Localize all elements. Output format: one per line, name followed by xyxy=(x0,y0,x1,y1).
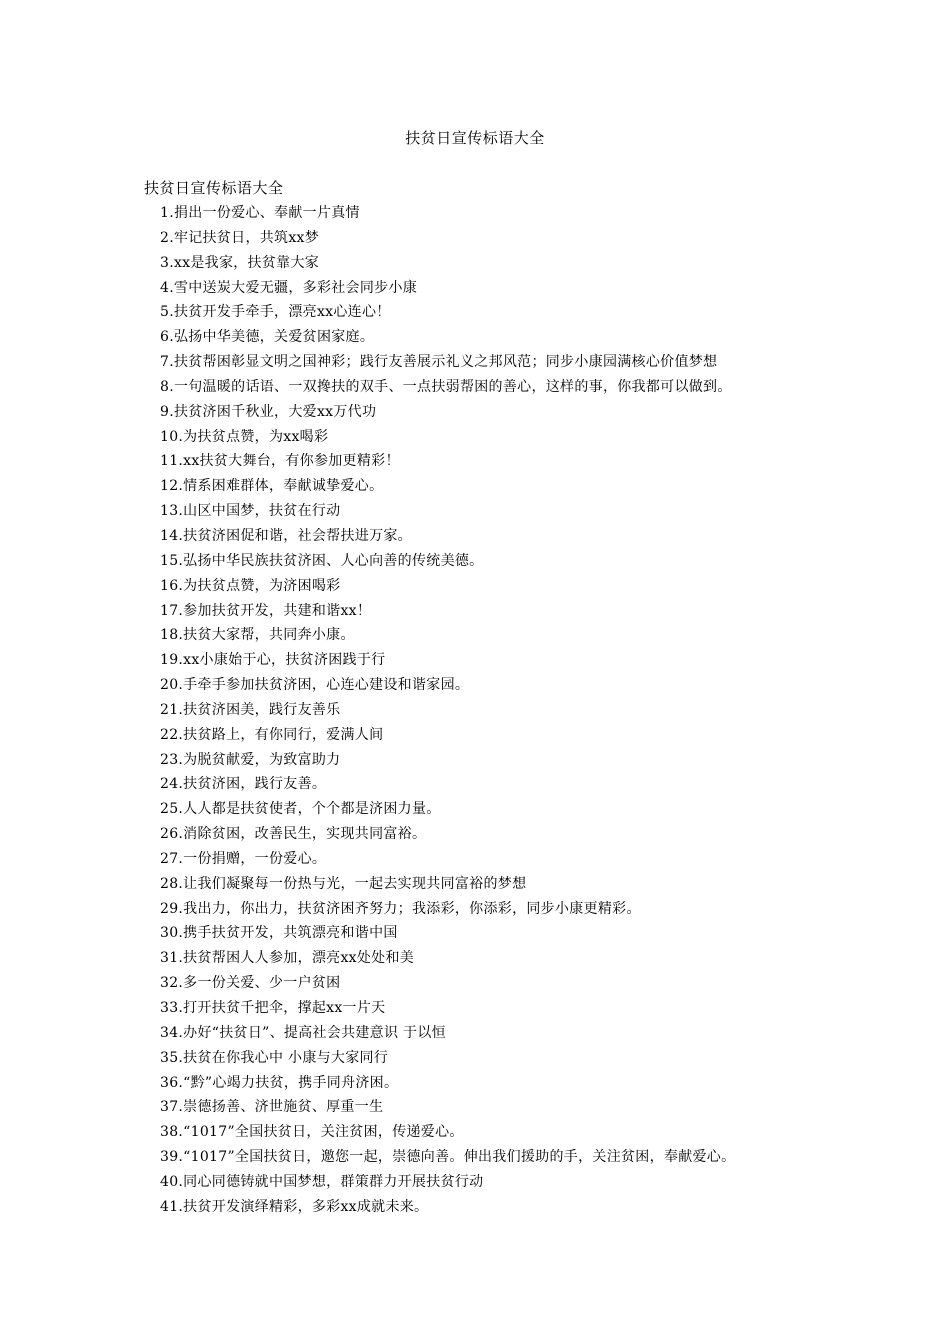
slogan-item: 18.扶贫大家帮，共同奔小康。 xyxy=(160,627,355,644)
slogan-item: 20.手牵手参加扶贫济困，心连心建设和谐家园。 xyxy=(160,677,470,694)
slogan-item: 9.扶贫济困千秋业，大爱xx万代功 xyxy=(160,403,377,420)
slogan-item: 25.人人都是扶贫使者，个个都是济困力量。 xyxy=(160,801,441,818)
slogan-item: 14.扶贫济困促和谐，社会帮扶进万家。 xyxy=(160,527,412,544)
slogan-item: 15.弘扬中华民族扶贫济困、人心向善的传统美德。 xyxy=(160,552,484,569)
slogan-item: 6.弘扬中华美德，关爱贫困家庭。 xyxy=(160,329,375,346)
slogan-item: 39.“1017”全国扶贫日，邀您一起，崇德向善。伸出我们援助的手，关注贫困，奉献爱心。 xyxy=(160,1149,736,1166)
slogan-list xyxy=(160,202,920,1221)
slogan-item: 34.办好“扶贫日”、提高社会共建意识 于以恒 xyxy=(160,1024,446,1041)
slogan-item: 4.雪中送炭大爱无疆，多彩社会同步小康 xyxy=(160,279,418,296)
slogan-item: 5.扶贫开发手牵手，漂亮xx心连心！ xyxy=(160,304,391,321)
slogan-item: 33.打开扶贫千把伞，撑起xx一片天 xyxy=(160,1000,386,1016)
slogan-item: 22.扶贫路上，有你同行，爱满人间 xyxy=(160,726,384,743)
slogan-item: 19.xx小康始于心，扶贫济困践于行 xyxy=(160,652,386,669)
document-title: 扶贫日宣传标语大全 xyxy=(405,129,545,147)
slogan-item: 13.山区中国梦，扶贫在行动 xyxy=(160,503,341,520)
slogan-item: 36.“黔”心竭力扶贫，携手同舟济困。 xyxy=(160,1074,399,1091)
section-heading: 扶贫日宣传标语大全 xyxy=(144,179,284,197)
slogan-item: 31.扶贫帮困人人参加，漂亮xx处处和美 xyxy=(160,950,415,967)
slogan-item: 3.xx是我家，扶贫靠大家 xyxy=(160,254,320,271)
slogan-item: 11.xx扶贫大舞台，有你参加更精彩！ xyxy=(160,453,400,470)
slogan-item: 28.让我们凝聚每一份热与光，一起去实现共同富裕的梦想 xyxy=(160,875,527,892)
slogan-item: 24.扶贫济困，践行友善。 xyxy=(160,776,327,793)
slogan-item: 32.多一份关爱、少一户贫困 xyxy=(160,975,341,992)
slogan-item: 27.一份捐赠，一份爱心。 xyxy=(160,850,327,867)
slogan-item: 12.情系困难群体，奉献诚挚爱心。 xyxy=(160,478,384,495)
slogan-item: 7.扶贫帮困彰显文明之国神彩；践行友善展示礼义之邦风范；同步小康园满核心价值梦想 xyxy=(160,354,718,371)
slogan-item: 21.扶贫济困美，践行友善乐 xyxy=(160,701,341,718)
slogan-item: 2.牢记扶贫日，共筑xx梦 xyxy=(160,229,320,246)
slogan-item: 26.消除贫困，改善民生，实现共同富裕。 xyxy=(160,826,427,843)
slogan-item: 41.扶贫开发演绎精彩，多彩xx成就未来。 xyxy=(160,1198,429,1215)
slogan-item: 8.一句温暖的话语、一双搀扶的双手、一点扶弱帮困的善心，这样的事，你我都可以做到。 xyxy=(160,378,732,395)
slogan-item: 38.“1017”全国扶贫日，关注贫困，传递爱心。 xyxy=(160,1124,464,1141)
slogan-item: 30.携手扶贫开发，共筑漂亮和谐中国 xyxy=(160,925,398,942)
slogan-item: 10.为扶贫点赞，为xx喝彩 xyxy=(160,428,329,445)
slogan-item: 17.参加扶贫开发，共建和谐xx！ xyxy=(160,602,372,619)
slogan-item: 1.捐出一份爱心、奉献一片真情 xyxy=(160,205,360,221)
slogan-item: 16.为扶贫点赞，为济困喝彩 xyxy=(160,577,341,594)
slogan-item: 40.同心同德铸就中国梦想，群策群力开展扶贫行动 xyxy=(160,1173,484,1190)
slogan-item: 37.崇德扬善、济世施贫、厚重一生 xyxy=(160,1099,384,1116)
slogan-item: 23.为脱贫献爱，为致富助力 xyxy=(160,751,341,768)
slogan-item: 29.我出力，你出力，扶贫济困齐努力；我添彩，你添彩，同步小康更精彩。 xyxy=(160,900,641,917)
slogan-item: 35.扶贫在你我心中 小康与大家同行 xyxy=(160,1049,389,1066)
